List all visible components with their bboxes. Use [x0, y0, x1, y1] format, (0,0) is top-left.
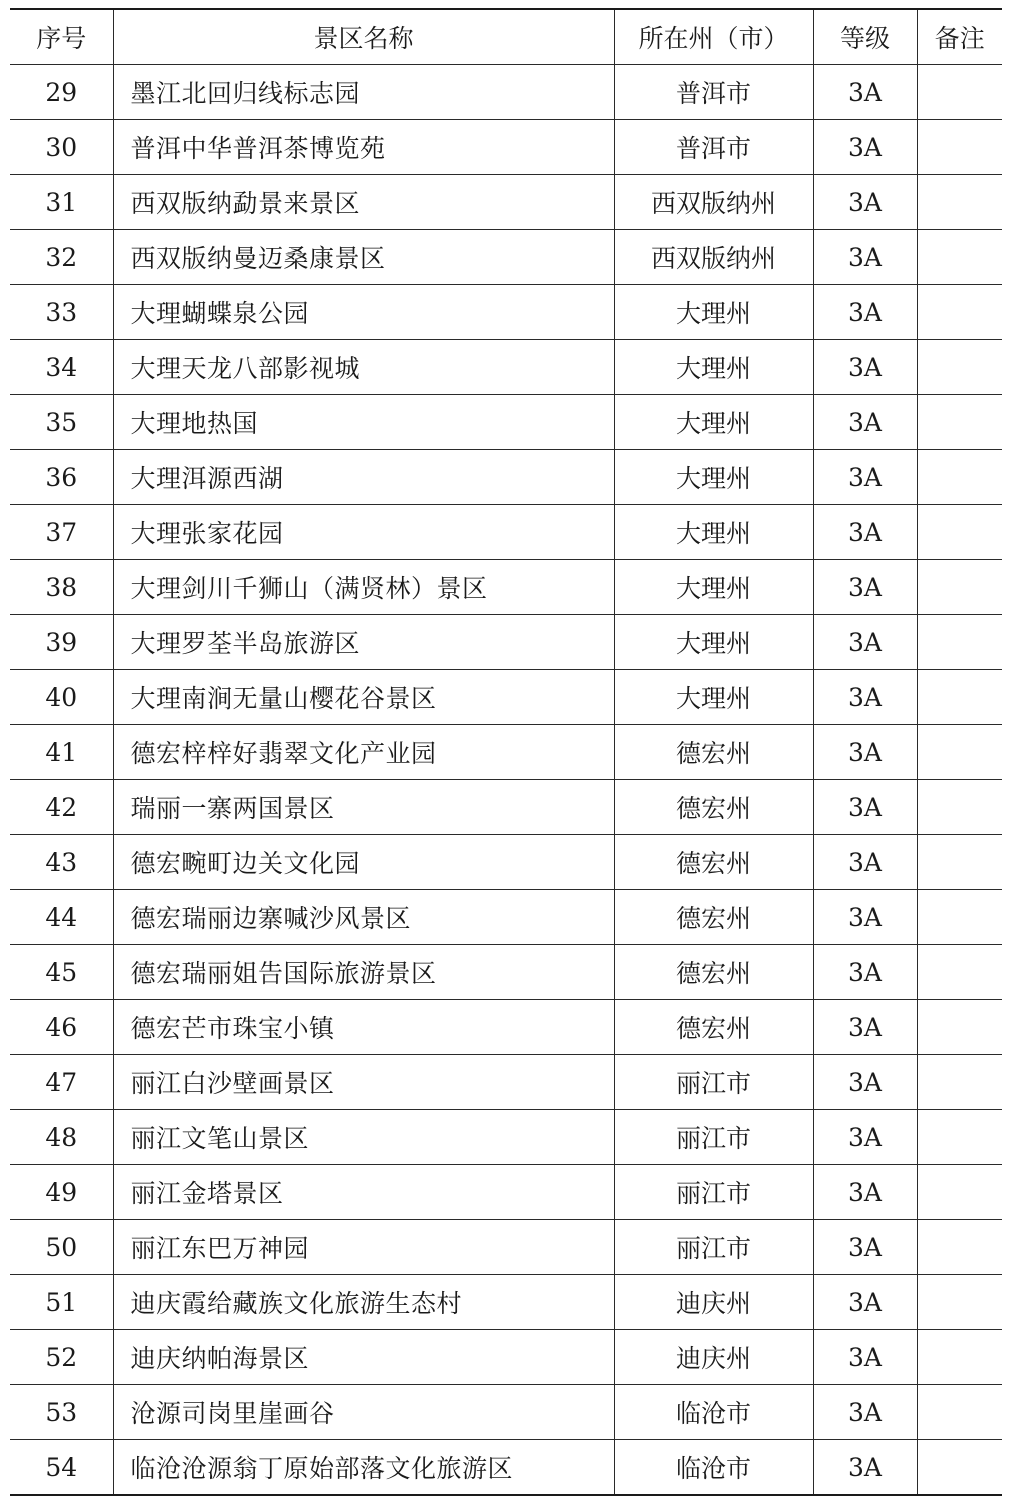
- cell-serial-number: 33: [10, 285, 113, 340]
- cell-remarks: [917, 1220, 1002, 1275]
- cell-grade: 3A: [813, 1275, 917, 1330]
- cell-scenic-area-name: 德宏瑞丽边寨喊沙风景区: [113, 890, 614, 945]
- table-row: [10, 65, 1002, 120]
- cell-serial-number: 51: [10, 1275, 113, 1330]
- cell-scenic-area-name: 丽江东巴万神园: [113, 1220, 614, 1275]
- cell-scenic-area-name: 德宏瑞丽姐告国际旅游景区: [113, 945, 614, 1000]
- cell-location: 德宏州: [614, 725, 813, 780]
- cell-serial-number: 35: [10, 395, 113, 450]
- cell-location: 临沧市: [614, 1440, 813, 1496]
- cell-serial-number: 36: [10, 450, 113, 505]
- cell-grade: 3A: [813, 1330, 917, 1385]
- cell-serial-number: 52: [10, 1330, 113, 1385]
- cell-location: 迪庆州: [614, 1330, 813, 1385]
- header-scenic-area-name: 景区名称: [113, 9, 614, 65]
- cell-grade: 3A: [813, 450, 917, 505]
- cell-scenic-area-name: 德宏芒市珠宝小镇: [113, 1000, 614, 1055]
- cell-serial-number: 42: [10, 780, 113, 835]
- cell-scenic-area-name: 迪庆霞给藏族文化旅游生态村: [113, 1275, 614, 1330]
- cell-remarks: [917, 285, 1002, 340]
- cell-serial-number: 49: [10, 1165, 113, 1220]
- header-location: 所在州（市）: [614, 9, 813, 65]
- cell-serial-number: 44: [10, 890, 113, 945]
- table-row: [10, 1330, 1002, 1385]
- cell-scenic-area-name: 德宏梓梓好翡翠文化产业园: [113, 725, 614, 780]
- cell-scenic-area-name: 大理蝴蝶泉公园: [113, 285, 614, 340]
- cell-scenic-area-name: 德宏畹町边关文化园: [113, 835, 614, 890]
- table-row: [10, 1165, 1002, 1220]
- cell-scenic-area-name: 大理地热国: [113, 395, 614, 450]
- cell-remarks: [917, 890, 1002, 945]
- header-remarks: 备注: [917, 9, 1002, 65]
- cell-remarks: [917, 725, 1002, 780]
- table-header: [10, 9, 1002, 65]
- cell-location: 西双版纳州: [614, 230, 813, 285]
- table-row: [10, 450, 1002, 505]
- cell-remarks: [917, 945, 1002, 1000]
- cell-location: 普洱市: [614, 65, 813, 120]
- table-row: [10, 1440, 1002, 1496]
- cell-scenic-area-name: 普洱中华普洱茶博览苑: [113, 120, 614, 175]
- cell-location: 大理州: [614, 285, 813, 340]
- cell-scenic-area-name: 大理罗荃半岛旅游区: [113, 615, 614, 670]
- table-row: [10, 670, 1002, 725]
- table-row: [10, 175, 1002, 230]
- table-row: [10, 120, 1002, 175]
- cell-scenic-area-name: 大理洱源西湖: [113, 450, 614, 505]
- cell-scenic-area-name: 沧源司岗里崖画谷: [113, 1385, 614, 1440]
- cell-grade: 3A: [813, 560, 917, 615]
- cell-scenic-area-name: 大理剑川千狮山（满贤林）景区: [113, 560, 614, 615]
- cell-grade: 3A: [813, 230, 917, 285]
- cell-remarks: [917, 230, 1002, 285]
- cell-location: 德宏州: [614, 1000, 813, 1055]
- cell-remarks: [917, 1385, 1002, 1440]
- cell-scenic-area-name: 西双版纳勐景来景区: [113, 175, 614, 230]
- cell-serial-number: 50: [10, 1220, 113, 1275]
- cell-grade: 3A: [813, 1165, 917, 1220]
- cell-grade: 3A: [813, 1055, 917, 1110]
- cell-location: 丽江市: [614, 1055, 813, 1110]
- cell-serial-number: 30: [10, 120, 113, 175]
- table-row: [10, 340, 1002, 395]
- cell-serial-number: 31: [10, 175, 113, 230]
- cell-grade: 3A: [813, 835, 917, 890]
- cell-remarks: [917, 1165, 1002, 1220]
- cell-serial-number: 39: [10, 615, 113, 670]
- header-grade: 等级: [813, 9, 917, 65]
- cell-location: 德宏州: [614, 945, 813, 1000]
- cell-grade: 3A: [813, 615, 917, 670]
- cell-location: 普洱市: [614, 120, 813, 175]
- cell-serial-number: 41: [10, 725, 113, 780]
- table-row: [10, 230, 1002, 285]
- table-row: [10, 615, 1002, 670]
- cell-serial-number: 40: [10, 670, 113, 725]
- cell-grade: 3A: [813, 285, 917, 340]
- cell-grade: 3A: [813, 945, 917, 1000]
- cell-serial-number: 45: [10, 945, 113, 1000]
- table-row: [10, 835, 1002, 890]
- cell-scenic-area-name: 瑞丽一寨两国景区: [113, 780, 614, 835]
- cell-serial-number: 34: [10, 340, 113, 395]
- cell-grade: 3A: [813, 65, 917, 120]
- cell-location: 大理州: [614, 395, 813, 450]
- scenic-area-table-sheet: [10, 8, 1002, 1496]
- cell-scenic-area-name: 墨江北回归线标志园: [113, 65, 614, 120]
- table-row: [10, 725, 1002, 780]
- cell-remarks: [917, 560, 1002, 615]
- cell-location: 临沧市: [614, 1385, 813, 1440]
- cell-location: 大理州: [614, 505, 813, 560]
- cell-grade: 3A: [813, 120, 917, 175]
- table-row: [10, 945, 1002, 1000]
- cell-grade: 3A: [813, 780, 917, 835]
- cell-location: 丽江市: [614, 1165, 813, 1220]
- cell-serial-number: 53: [10, 1385, 113, 1440]
- cell-grade: 3A: [813, 505, 917, 560]
- cell-location: 大理州: [614, 560, 813, 615]
- table-row: [10, 1385, 1002, 1440]
- header-row: [10, 9, 1002, 65]
- cell-scenic-area-name: 大理南涧无量山樱花谷景区: [113, 670, 614, 725]
- cell-remarks: [917, 120, 1002, 175]
- cell-serial-number: 54: [10, 1440, 113, 1496]
- cell-remarks: [917, 615, 1002, 670]
- table-row: [10, 1220, 1002, 1275]
- cell-remarks: [917, 395, 1002, 450]
- table-row: [10, 1275, 1002, 1330]
- cell-location: 德宏州: [614, 890, 813, 945]
- cell-grade: 3A: [813, 395, 917, 450]
- cell-remarks: [917, 175, 1002, 230]
- cell-scenic-area-name: 丽江白沙壁画景区: [113, 1055, 614, 1110]
- table-row: [10, 560, 1002, 615]
- cell-location: 西双版纳州: [614, 175, 813, 230]
- cell-location: 德宏州: [614, 780, 813, 835]
- cell-scenic-area-name: 丽江文笔山景区: [113, 1110, 614, 1165]
- cell-remarks: [917, 505, 1002, 560]
- cell-scenic-area-name: 丽江金塔景区: [113, 1165, 614, 1220]
- cell-remarks: [917, 670, 1002, 725]
- cell-grade: 3A: [813, 890, 917, 945]
- cell-location: 丽江市: [614, 1110, 813, 1165]
- cell-scenic-area-name: 临沧沧源翁丁原始部落文化旅游区: [113, 1440, 614, 1496]
- scenic-area-table: [10, 8, 1002, 1496]
- header-serial-number: 序号: [10, 9, 113, 65]
- cell-scenic-area-name: 西双版纳曼迈桑康景区: [113, 230, 614, 285]
- cell-remarks: [917, 1330, 1002, 1385]
- cell-location: 大理州: [614, 340, 813, 395]
- cell-grade: 3A: [813, 1220, 917, 1275]
- cell-serial-number: 43: [10, 835, 113, 890]
- cell-remarks: [917, 1000, 1002, 1055]
- cell-remarks: [917, 65, 1002, 120]
- cell-serial-number: 47: [10, 1055, 113, 1110]
- cell-grade: 3A: [813, 175, 917, 230]
- table-row: [10, 1000, 1002, 1055]
- cell-grade: 3A: [813, 340, 917, 395]
- cell-remarks: [917, 835, 1002, 890]
- cell-remarks: [917, 1440, 1002, 1496]
- cell-remarks: [917, 1055, 1002, 1110]
- cell-serial-number: 32: [10, 230, 113, 285]
- cell-location: 德宏州: [614, 835, 813, 890]
- cell-grade: 3A: [813, 670, 917, 725]
- cell-grade: 3A: [813, 725, 917, 780]
- cell-remarks: [917, 450, 1002, 505]
- cell-remarks: [917, 1275, 1002, 1330]
- table-body: [10, 65, 1002, 1496]
- cell-remarks: [917, 1110, 1002, 1165]
- cell-scenic-area-name: 迪庆纳帕海景区: [113, 1330, 614, 1385]
- cell-scenic-area-name: 大理张家花园: [113, 505, 614, 560]
- cell-location: 迪庆州: [614, 1275, 813, 1330]
- cell-grade: 3A: [813, 1110, 917, 1165]
- table-row: [10, 505, 1002, 560]
- cell-location: 丽江市: [614, 1220, 813, 1275]
- table-row: [10, 1055, 1002, 1110]
- cell-serial-number: 48: [10, 1110, 113, 1165]
- table-row: [10, 1110, 1002, 1165]
- cell-serial-number: 29: [10, 65, 113, 120]
- cell-location: 大理州: [614, 615, 813, 670]
- cell-serial-number: 46: [10, 1000, 113, 1055]
- cell-grade: 3A: [813, 1385, 917, 1440]
- cell-serial-number: 37: [10, 505, 113, 560]
- table-row: [10, 890, 1002, 945]
- cell-grade: 3A: [813, 1000, 917, 1055]
- cell-scenic-area-name: 大理天龙八部影视城: [113, 340, 614, 395]
- cell-location: 大理州: [614, 450, 813, 505]
- table-row: [10, 285, 1002, 340]
- cell-serial-number: 38: [10, 560, 113, 615]
- table-row: [10, 395, 1002, 450]
- cell-location: 大理州: [614, 670, 813, 725]
- cell-grade: 3A: [813, 1440, 917, 1496]
- table-row: [10, 780, 1002, 835]
- cell-remarks: [917, 780, 1002, 835]
- cell-remarks: [917, 340, 1002, 395]
